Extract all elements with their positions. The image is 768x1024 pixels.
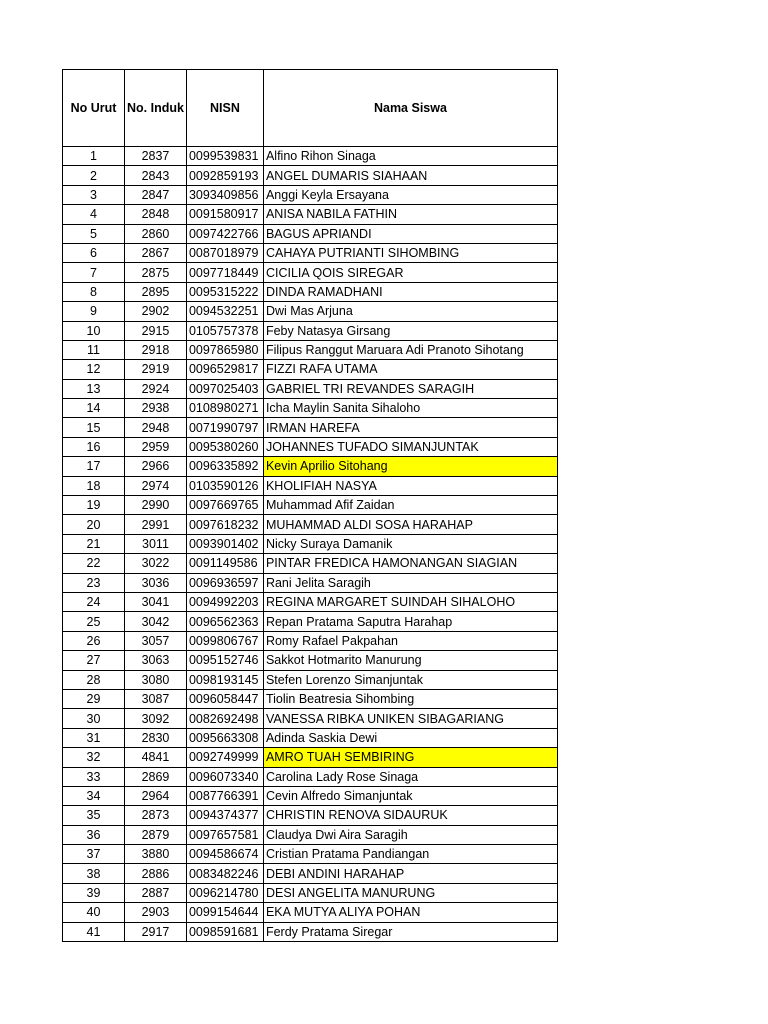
cell-no-urut: 19	[63, 496, 125, 515]
cell-nama-siswa: VANESSA RIBKA UNIKEN SIBAGARIANG	[263, 709, 557, 728]
cell-no-urut: 36	[63, 825, 125, 844]
cell-nama-siswa: JOHANNES TUFADO SIMANJUNTAK	[263, 437, 557, 456]
cell-nisn: 0097025403	[186, 379, 263, 398]
cell-no-urut: 5	[63, 224, 125, 243]
cell-no-urut: 4	[63, 205, 125, 224]
cell-no-induk: 3880	[125, 845, 187, 864]
cell-no-induk: 2991	[125, 515, 187, 534]
cell-nama-siswa: Cevin Alfredo Simanjuntak	[263, 786, 557, 805]
table-row	[63, 166, 558, 185]
cell-nama-siswa: ANGEL DUMARIS SIAHAAN	[263, 166, 557, 185]
cell-nama-siswa: Romy Rafael Pakpahan	[263, 631, 557, 650]
cell-nisn: 0103590126	[186, 476, 263, 495]
cell-no-induk: 3087	[125, 689, 187, 708]
cell-no-urut: 20	[63, 515, 125, 534]
cell-nama-siswa: Kevin Aprilio Sitohang	[263, 457, 557, 476]
table-row	[63, 340, 558, 359]
cell-no-induk: 2919	[125, 360, 187, 379]
cell-nisn: 0095663308	[186, 728, 263, 747]
cell-nisn: 0094586674	[186, 845, 263, 864]
cell-nisn: 0098193145	[186, 670, 263, 689]
cell-no-induk: 2873	[125, 806, 187, 825]
cell-nisn: 0097865980	[186, 340, 263, 359]
cell-no-induk: 4841	[125, 748, 187, 767]
cell-no-induk: 2918	[125, 340, 187, 359]
cell-nama-siswa: KHOLIFIAH NASYA	[263, 476, 557, 495]
cell-nama-siswa: PINTAR FREDICA HAMONANGAN SIAGIAN	[263, 554, 557, 573]
cell-nisn: 0083482246	[186, 864, 263, 883]
cell-no-induk: 3011	[125, 534, 187, 553]
cell-no-urut: 8	[63, 282, 125, 301]
cell-no-induk: 3063	[125, 651, 187, 670]
cell-nisn: 0094992203	[186, 592, 263, 611]
cell-no-induk: 2875	[125, 263, 187, 282]
cell-nama-siswa: Stefen Lorenzo Simanjuntak	[263, 670, 557, 689]
cell-nisn: 0093901402	[186, 534, 263, 553]
cell-nama-siswa: Cristian Pratama Pandiangan	[263, 845, 557, 864]
cell-no-urut: 41	[63, 922, 125, 941]
cell-no-urut: 10	[63, 321, 125, 340]
cell-nisn: 0108980271	[186, 399, 263, 418]
cell-no-induk: 2924	[125, 379, 187, 398]
cell-nama-siswa: Anggi Keyla Ersayana	[263, 185, 557, 204]
cell-nama-siswa: Nicky Suraya Damanik	[263, 534, 557, 553]
table-row	[63, 263, 558, 282]
cell-nisn: 0092749999	[186, 748, 263, 767]
cell-no-urut: 40	[63, 903, 125, 922]
cell-nisn: 0071990797	[186, 418, 263, 437]
cell-nama-siswa: Tiolin Beatresia Sihombing	[263, 689, 557, 708]
table-row	[63, 399, 558, 418]
table-row	[63, 903, 558, 922]
table-row	[63, 379, 558, 398]
cell-no-induk: 2886	[125, 864, 187, 883]
cell-no-induk: 2837	[125, 147, 187, 166]
cell-no-induk: 2964	[125, 786, 187, 805]
cell-nisn: 0087766391	[186, 786, 263, 805]
cell-nisn: 0097618232	[186, 515, 263, 534]
cell-nama-siswa: EKA MUTYA ALIYA POHAN	[263, 903, 557, 922]
cell-nisn: 0098591681	[186, 922, 263, 941]
cell-no-urut: 35	[63, 806, 125, 825]
cell-nama-siswa: Repan Pratama Saputra Harahap	[263, 612, 557, 631]
cell-no-urut: 39	[63, 883, 125, 902]
cell-no-urut: 1	[63, 147, 125, 166]
cell-no-urut: 26	[63, 631, 125, 650]
table-body	[63, 147, 558, 942]
cell-no-induk: 3080	[125, 670, 187, 689]
cell-no-urut: 17	[63, 457, 125, 476]
cell-nama-siswa: GABRIEL TRI REVANDES SARAGIH	[263, 379, 557, 398]
cell-nisn: 0091149586	[186, 554, 263, 573]
cell-nama-siswa: Carolina Lady Rose Sinaga	[263, 767, 557, 786]
cell-nama-siswa: Icha Maylin Sanita Sihaloho	[263, 399, 557, 418]
cell-nama-siswa: ANISA NABILA FATHIN	[263, 205, 557, 224]
cell-nisn: 0096073340	[186, 767, 263, 786]
table-row	[63, 786, 558, 805]
table-row	[63, 922, 558, 941]
cell-nisn: 0087018979	[186, 243, 263, 262]
table-row	[63, 670, 558, 689]
table-row	[63, 573, 558, 592]
cell-no-urut: 15	[63, 418, 125, 437]
table-row	[63, 437, 558, 456]
cell-no-urut: 14	[63, 399, 125, 418]
cell-nisn: 0096529817	[186, 360, 263, 379]
cell-no-induk: 2917	[125, 922, 187, 941]
cell-no-induk: 2974	[125, 476, 187, 495]
cell-no-urut: 32	[63, 748, 125, 767]
cell-nama-siswa: Muhammad Afif Zaidan	[263, 496, 557, 515]
cell-no-urut: 9	[63, 302, 125, 321]
table-row	[63, 418, 558, 437]
table-row	[63, 612, 558, 631]
cell-no-urut: 34	[63, 786, 125, 805]
student-table	[62, 69, 558, 942]
cell-no-induk: 2867	[125, 243, 187, 262]
table-row	[63, 883, 558, 902]
cell-no-urut: 3	[63, 185, 125, 204]
cell-no-induk: 3042	[125, 612, 187, 631]
table-row	[63, 806, 558, 825]
table-row	[63, 147, 558, 166]
cell-no-urut: 38	[63, 864, 125, 883]
table-row	[63, 592, 558, 611]
cell-nama-siswa: Rani Jelita Saragih	[263, 573, 557, 592]
cell-no-induk: 2879	[125, 825, 187, 844]
table-row	[63, 825, 558, 844]
cell-no-induk: 3092	[125, 709, 187, 728]
table-row	[63, 185, 558, 204]
cell-no-urut: 25	[63, 612, 125, 631]
cell-no-induk: 2903	[125, 903, 187, 922]
cell-nisn: 0097657581	[186, 825, 263, 844]
table-row	[63, 321, 558, 340]
cell-nisn: 0097422766	[186, 224, 263, 243]
table-row	[63, 709, 558, 728]
table-row	[63, 360, 558, 379]
cell-no-induk: 2848	[125, 205, 187, 224]
cell-no-urut: 27	[63, 651, 125, 670]
cell-no-induk: 2938	[125, 399, 187, 418]
header-no-urut: No Urut	[63, 70, 125, 147]
cell-nisn: 0096562363	[186, 612, 263, 631]
cell-nisn: 0095152746	[186, 651, 263, 670]
header-nama-siswa: Nama Siswa	[263, 70, 557, 147]
cell-nisn: 0096058447	[186, 689, 263, 708]
cell-no-induk: 2990	[125, 496, 187, 515]
cell-nama-siswa: CAHAYA PUTRIANTI SIHOMBING	[263, 243, 557, 262]
cell-no-urut: 6	[63, 243, 125, 262]
cell-nisn: 0097669765	[186, 496, 263, 515]
cell-nama-siswa: Ferdy Pratama Siregar	[263, 922, 557, 941]
cell-no-urut: 11	[63, 340, 125, 359]
cell-nisn: 0096936597	[186, 573, 263, 592]
cell-nisn: 0094374377	[186, 806, 263, 825]
cell-no-induk: 3036	[125, 573, 187, 592]
cell-no-induk: 2843	[125, 166, 187, 185]
cell-nisn: 0092859193	[186, 166, 263, 185]
cell-no-urut: 18	[63, 476, 125, 495]
cell-nama-siswa: Adinda Saskia Dewi	[263, 728, 557, 747]
cell-nisn: 0082692498	[186, 709, 263, 728]
header-no-induk: No. Induk	[125, 70, 187, 147]
cell-no-urut: 13	[63, 379, 125, 398]
cell-nama-siswa: Filipus Ranggut Maruara Adi Pranoto Sihotang	[263, 340, 557, 359]
cell-no-induk: 2959	[125, 437, 187, 456]
cell-no-induk: 2887	[125, 883, 187, 902]
table-row	[63, 302, 558, 321]
cell-nisn: 3093409856	[186, 185, 263, 204]
cell-nama-siswa: DESI ANGELITA MANURUNG	[263, 883, 557, 902]
table-row	[63, 515, 558, 534]
cell-no-urut: 23	[63, 573, 125, 592]
cell-nisn: 0095315222	[186, 282, 263, 301]
cell-nisn: 0096335892	[186, 457, 263, 476]
cell-no-induk: 2860	[125, 224, 187, 243]
cell-nisn: 0099539831	[186, 147, 263, 166]
cell-no-induk: 2966	[125, 457, 187, 476]
table-row	[63, 864, 558, 883]
table-row	[63, 476, 558, 495]
table-row	[63, 728, 558, 747]
table-row	[63, 496, 558, 515]
cell-nama-siswa: REGINA MARGARET SUINDAH SIHALOHO	[263, 592, 557, 611]
cell-nisn: 0096214780	[186, 883, 263, 902]
cell-nama-siswa: Dwi Mas Arjuna	[263, 302, 557, 321]
cell-nisn: 0105757378	[186, 321, 263, 340]
cell-no-induk: 2902	[125, 302, 187, 321]
cell-no-induk: 3041	[125, 592, 187, 611]
cell-no-induk: 2869	[125, 767, 187, 786]
cell-no-induk: 2915	[125, 321, 187, 340]
cell-nama-siswa: Feby Natasya Girsang	[263, 321, 557, 340]
table-row	[63, 689, 558, 708]
cell-nisn: 0094532251	[186, 302, 263, 321]
cell-no-urut: 12	[63, 360, 125, 379]
cell-nama-siswa: CHRISTIN RENOVA SIDAURUK	[263, 806, 557, 825]
cell-no-urut: 30	[63, 709, 125, 728]
cell-no-urut: 33	[63, 767, 125, 786]
cell-nisn: 0091580917	[186, 205, 263, 224]
cell-nama-siswa: IRMAN HAREFA	[263, 418, 557, 437]
cell-no-urut: 29	[63, 689, 125, 708]
cell-no-urut: 31	[63, 728, 125, 747]
header-nisn: NISN	[186, 70, 263, 147]
cell-nisn: 0099154644	[186, 903, 263, 922]
table-row	[63, 554, 558, 573]
cell-nama-siswa: DINDA RAMADHANI	[263, 282, 557, 301]
cell-nama-siswa: AMRO TUAH SEMBIRING	[263, 748, 557, 767]
cell-no-induk: 3022	[125, 554, 187, 573]
table-row	[63, 534, 558, 553]
cell-nisn: 0095380260	[186, 437, 263, 456]
cell-no-induk: 2895	[125, 282, 187, 301]
cell-no-urut: 28	[63, 670, 125, 689]
cell-no-urut: 37	[63, 845, 125, 864]
table-row	[63, 205, 558, 224]
cell-nama-siswa: MUHAMMAD ALDI SOSA HARAHAP	[263, 515, 557, 534]
cell-nama-siswa: CICILIA QOIS SIREGAR	[263, 263, 557, 282]
cell-no-induk: 2830	[125, 728, 187, 747]
cell-no-urut: 24	[63, 592, 125, 611]
table-row	[63, 651, 558, 670]
cell-no-urut: 7	[63, 263, 125, 282]
cell-nisn: 0099806767	[186, 631, 263, 650]
table-row	[63, 224, 558, 243]
cell-no-urut: 22	[63, 554, 125, 573]
cell-no-induk: 2948	[125, 418, 187, 437]
header-row	[63, 70, 558, 147]
table-row	[63, 631, 558, 650]
cell-no-urut: 2	[63, 166, 125, 185]
table-row	[63, 845, 558, 864]
cell-nama-siswa: Sakkot Hotmarito Manurung	[263, 651, 557, 670]
table-row	[63, 767, 558, 786]
cell-no-urut: 16	[63, 437, 125, 456]
cell-nama-siswa: Alfino Rihon Sinaga	[263, 147, 557, 166]
cell-nama-siswa: FIZZI RAFA UTAMA	[263, 360, 557, 379]
cell-nama-siswa: DEBI ANDINI HARAHAP	[263, 864, 557, 883]
cell-no-induk: 3057	[125, 631, 187, 650]
cell-nama-siswa: BAGUS APRIANDI	[263, 224, 557, 243]
cell-nama-siswa: Claudya Dwi Aira Saragih	[263, 825, 557, 844]
cell-nisn: 0097718449	[186, 263, 263, 282]
table-row	[63, 748, 558, 767]
cell-no-urut: 21	[63, 534, 125, 553]
table-row	[63, 282, 558, 301]
table-row	[63, 243, 558, 262]
table-row	[63, 457, 558, 476]
cell-no-induk: 2847	[125, 185, 187, 204]
